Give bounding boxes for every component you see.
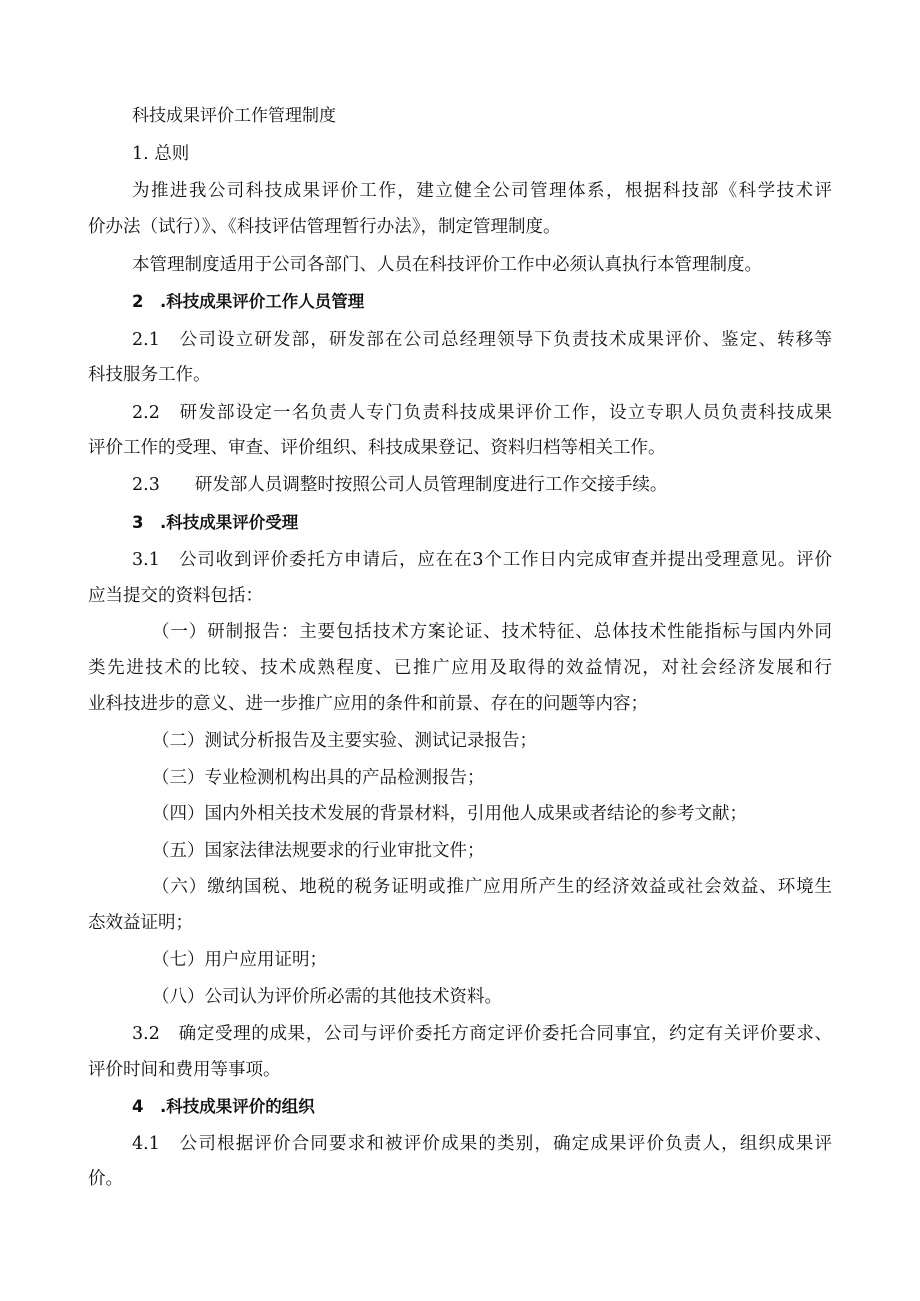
paragraph-line: 4.1 公司根据评价合同要求和被评价成果的类别，确定成果评价负责人，组织成果评 (132, 1134, 832, 1154)
list-item-line: （四）国内外相关技术发展的背景材料，引用他人成果或者结论的参考文献； (152, 804, 747, 824)
list-item-line: 业科技进步的意义、进一步推广应用的条件和前景、存在的问题等内容； (88, 694, 648, 714)
list-item-line: （一）研制报告：主要包括技术方案论证、技术特征、总体技术性能指标与国内外同 (152, 622, 832, 642)
paragraph-line: 价办法（试行）》、《科技评估管理暂行办法》，制定管理制度。 (88, 217, 561, 237)
list-item-line: 态效益证明； (88, 913, 193, 933)
list-item-line: （二）测试分析报告及主要实验、测试记录报告； (152, 731, 537, 751)
list-item-line: （八）公司认为评价所必需的其他技术资料。 (152, 987, 502, 1007)
paragraph-line: 2.2 研发部设定一名负责人专门负责科技成果评价工作，设立专职人员负责科技成果 (132, 403, 832, 423)
paragraph-line: 科技服务工作。 (88, 365, 211, 385)
document-title: 科技成果评价工作管理制度 (132, 106, 336, 126)
section-1-heading: 1. 总则 (132, 144, 190, 164)
section-4-heading: 4 .科技成果评价的组织 (132, 1097, 315, 1116)
paragraph-line: 3.2 确定受理的成果，公司与评价委托方商定评价委托合同事宜，约定有关评价要求、 (132, 1024, 832, 1044)
list-item-line: （五）国家法律法规要求的行业审批文件； (152, 841, 485, 861)
paragraph-line: 应当提交的资料包括： (88, 586, 263, 606)
paragraph-line: 评价工作的受理、审查、评价组织、科技成果登记、资料归档等相关工作。 (88, 438, 666, 458)
section-2-heading: 2 .科技成果评价工作人员管理 (132, 292, 365, 311)
paragraph-line: 评价时间和费用等事项。 (88, 1060, 281, 1080)
paragraph-line: 为推进我公司科技成果评价工作，建立健全公司管理体系，根据科技部《科学技术评 (132, 181, 832, 201)
paragraph-line: 3.1 公司收到评价委托方申请后，应在在3个工作日内完成审查并提出受理意见。评价 (132, 550, 832, 570)
paragraph-line: 本管理制度适用于公司各部门、人员在科技评价工作中必须认真执行本管理制度。 (132, 255, 762, 275)
list-item-line: （三）专业检测机构出具的产品检测报告； (152, 768, 485, 788)
list-item-line: 类先进技术的比较、技术成熟程度、已推广应用及取得的效益情况，对社会经济发展和行 (88, 658, 832, 678)
list-item-line: （六）缴纳国税、地税的税务证明或推广应用所产生的经济效益或社会效益、环境生 (152, 877, 832, 897)
paragraph-line: 2.1 公司设立研发部，研发部在公司总经理领导下负责技术成果评价、鉴定、转移等 (132, 330, 832, 350)
paragraph-line: 价。 (88, 1169, 123, 1189)
list-item-line: （七）用户应用证明； (152, 950, 327, 970)
paragraph-line: 2.3 研发部人员调整时按照公司人员管理制度进行工作交接手续。 (132, 475, 668, 495)
section-3-heading: 3 .科技成果评价受理 (132, 513, 299, 532)
